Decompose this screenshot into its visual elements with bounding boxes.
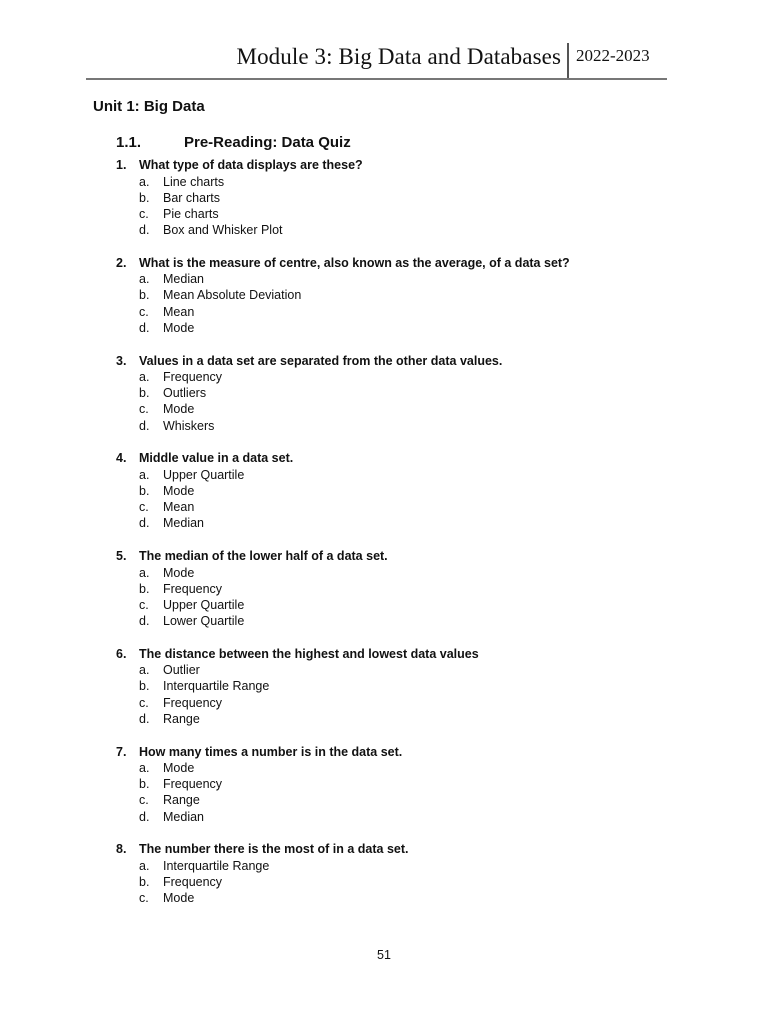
question-prompt [116, 157, 676, 174]
question-prompt [116, 744, 676, 761]
answer-option [116, 418, 676, 434]
option-text: Bar charts [163, 190, 220, 205]
answer-option [116, 613, 676, 629]
option-text: Upper Quartile [163, 467, 245, 482]
quiz-question [116, 157, 676, 238]
option-text: Mode [163, 320, 195, 335]
option-text: Pie charts [163, 206, 219, 221]
option-text: Outlier [163, 663, 200, 678]
option-text: Lower Quartile [163, 614, 245, 629]
option-text: Line charts [163, 174, 225, 189]
option-text: Median [163, 272, 204, 287]
option-letter: d. [139, 711, 150, 726]
option-letter: d. [139, 418, 150, 433]
option-text: Box and Whisker Plot [163, 223, 283, 238]
option-letter: c. [139, 206, 149, 221]
answer-option [116, 369, 676, 385]
question-prompt [116, 841, 676, 858]
option-text: Frequency [163, 695, 223, 710]
option-letter: c. [139, 793, 149, 808]
answer-option [116, 565, 676, 581]
option-letter: a. [139, 272, 150, 287]
question-text: The number there is the most of in a data set. [139, 842, 409, 857]
option-letter: d. [139, 809, 150, 824]
option-text: Range [163, 793, 200, 808]
option-letter: c. [139, 500, 149, 515]
option-letter: b. [139, 679, 150, 694]
answer-option [116, 190, 676, 206]
answer-option [116, 304, 676, 320]
academic-year: 2022-2023 [576, 46, 650, 65]
answer-option [116, 792, 676, 808]
option-letter: a. [139, 370, 150, 384]
module-title: Module 3: Big Data and Databases [236, 44, 561, 69]
question-text: What type of data displays are these? [139, 158, 363, 172]
option-letter: b. [139, 581, 150, 596]
option-letter: d. [139, 614, 150, 629]
answer-option [116, 597, 676, 613]
section-heading [116, 134, 351, 151]
option-text: Range [163, 711, 200, 726]
answer-option [116, 858, 676, 874]
option-text: Frequency [163, 370, 223, 384]
quiz-question [116, 744, 676, 825]
section-title: Pre-Reading: Data Quiz [184, 134, 351, 151]
option-letter: a. [139, 663, 150, 678]
answer-option [116, 890, 676, 906]
answer-option [116, 206, 676, 222]
option-letter: c. [139, 304, 149, 319]
option-text: Whiskers [163, 418, 215, 433]
option-text: Mean [163, 500, 195, 515]
option-letter: a. [139, 174, 150, 189]
question-prompt [116, 646, 676, 663]
option-letter: d. [139, 516, 150, 531]
option-letter: d. [139, 320, 150, 335]
answer-option [116, 467, 676, 483]
question-number: 5. [116, 549, 127, 563]
question-prompt [116, 548, 676, 565]
answer-option [116, 678, 676, 694]
quiz-question [116, 841, 676, 906]
option-text: Mode [163, 891, 195, 906]
question-number: 3. [116, 353, 127, 368]
option-text: Frequency [163, 581, 223, 596]
answer-option [116, 711, 676, 727]
question-number: 1. [116, 158, 127, 172]
option-text: Frequency [163, 777, 223, 792]
quiz-question [116, 353, 676, 434]
answer-option [116, 776, 676, 792]
answer-option [116, 581, 676, 597]
header-rule [86, 78, 667, 80]
page-number: 51 [377, 948, 391, 962]
question-prompt [116, 450, 676, 467]
unit-heading: Unit 1: Big Data [93, 98, 205, 115]
answer-option [116, 483, 676, 499]
question-text: The distance between the highest and lowest data values [139, 646, 479, 661]
quiz-question [116, 255, 676, 336]
question-text: How many times a number is in the data set. [139, 744, 403, 759]
option-letter: b. [139, 386, 150, 401]
option-letter: b. [139, 190, 150, 205]
answer-option [116, 385, 676, 401]
option-text: Mode [163, 565, 195, 580]
option-text: Interquartile Range [163, 679, 270, 694]
option-letter: a. [139, 858, 150, 873]
answer-option [116, 499, 676, 515]
option-letter: a. [139, 761, 150, 775]
quiz-question [116, 548, 676, 629]
header-divider [567, 43, 569, 79]
option-letter: a. [139, 467, 150, 482]
quiz-question [116, 646, 676, 727]
option-text: Outliers [163, 386, 207, 401]
answer-option [116, 174, 676, 190]
answer-option [116, 515, 676, 531]
option-text: Mean Absolute Deviation [163, 288, 302, 303]
option-text: Mode [163, 761, 195, 775]
question-number: 6. [116, 646, 127, 661]
answer-option [116, 809, 676, 825]
answer-option [116, 874, 676, 890]
question-text: Middle value in a data set. [139, 451, 294, 466]
question-text: What is the measure of centre, also known as the average, of a data set? [139, 255, 570, 270]
answer-option [116, 271, 676, 287]
answer-option [116, 662, 676, 678]
question-text: Values in a data set are separated from the other data values. [139, 353, 503, 368]
option-letter: b. [139, 874, 150, 889]
option-text: Frequency [163, 874, 223, 889]
option-letter: b. [139, 483, 150, 498]
question-text: The median of the lower half of a data set. [139, 549, 388, 563]
answer-option [116, 401, 676, 417]
section-number: 1.1. [116, 134, 142, 151]
option-letter: d. [139, 223, 150, 238]
option-letter: b. [139, 288, 150, 303]
option-text: Upper Quartile [163, 597, 245, 612]
answer-option [116, 695, 676, 711]
question-number: 2. [116, 255, 127, 270]
option-letter: c. [139, 891, 149, 906]
question-number: 7. [116, 744, 127, 759]
option-text: Mean [163, 304, 195, 319]
quiz-question [116, 450, 676, 531]
question-prompt [116, 353, 676, 370]
answer-option [116, 760, 676, 776]
answer-option [116, 222, 676, 238]
option-letter: c. [139, 695, 149, 710]
answer-option [116, 320, 676, 336]
quiz-question-list [116, 157, 676, 923]
option-text: Mode [163, 483, 195, 498]
option-letter: c. [139, 597, 149, 612]
question-number: 8. [116, 842, 127, 857]
option-letter: a. [139, 565, 150, 580]
question-prompt [116, 255, 676, 272]
option-text: Median [163, 516, 204, 531]
question-number: 4. [116, 451, 127, 466]
option-text: Median [163, 809, 204, 824]
option-letter: c. [139, 402, 149, 417]
option-text: Interquartile Range [163, 858, 270, 873]
option-letter: b. [139, 777, 150, 792]
option-text: Mode [163, 402, 195, 417]
answer-option [116, 287, 676, 303]
